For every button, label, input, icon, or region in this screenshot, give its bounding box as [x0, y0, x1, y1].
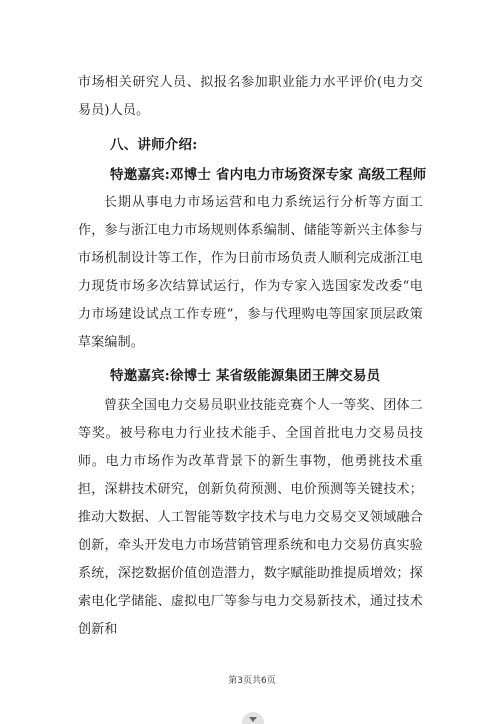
chevron-down-icon [249, 717, 257, 722]
section-heading: 八、讲师介绍: [110, 137, 198, 153]
guest-bio-1: 长期从事电力市场运营和电力系统运行分析等方面工作，参与浙江电力市场规则体系编制、储能等新兴主体参与市场机制设计等工作，作为日前市场负责人顺利完成浙江电力现货市场多次结算试运行，作为专家入选国家发改委“电力市场建设试点工作专班”，参与代理购电等国家顶层政策草案编制。 [78, 195, 423, 350]
guest-title-2: 特邀嘉宾:徐博士 某省级能源集团王牌交易员 [110, 368, 381, 384]
page-number-footer: 第3页共6页 [228, 676, 276, 686]
guest-bio-2: 曾获全国电力交易员职业技能竞赛个人一等奖、团体二等奖。被号称电力行业技术能手、全国首批电力交易员技师。电力市场作为改革背景下的新生事物，他勇挑技术重担，深耕技术研究，创新负荷预测、电价预测等关键技术；推动大数据、人工智能等数字技术与电力交易交叉领域融合创新，牵头开发电力市场营销管理系统和电力交易仿真实验系统，深挖数据价值创造潜力，数字赋能助推提质增效；探索电化学储能、虚拟电厂等参与电力交易新技术，通过技术创新和 [78, 398, 423, 637]
guest-title-1: 特邀嘉宾:邓博士 省内电力市场资深专家 高级工程师 [110, 167, 427, 183]
continuation-paragraph: 市场相关研究人员、拟报名参加职业能力水平评价(电力交易员)人员。 [78, 75, 423, 118]
